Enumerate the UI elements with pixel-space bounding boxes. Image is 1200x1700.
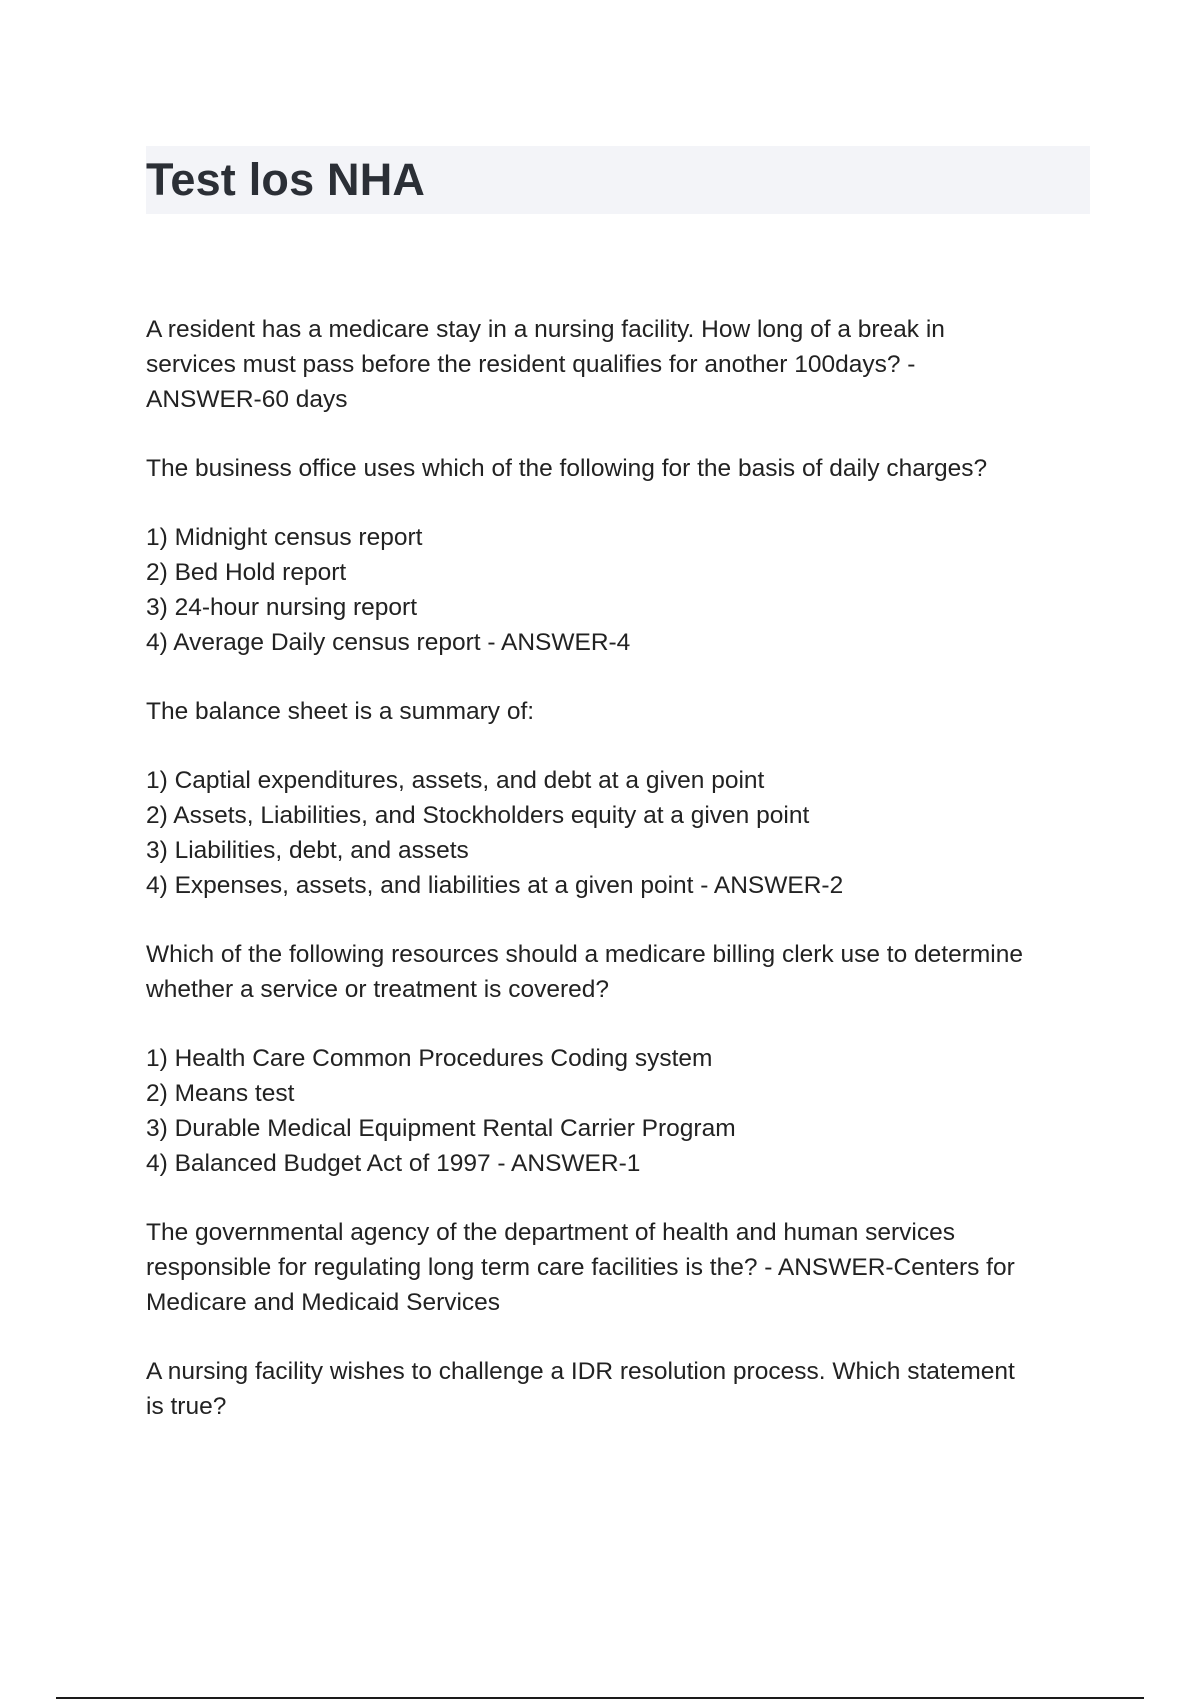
option-item: 2) Assets, Liabilities, and Stockholders equity at a given point bbox=[146, 802, 810, 829]
option-item: 3) Liabilities, debt, and assets bbox=[146, 837, 469, 864]
option-list bbox=[146, 763, 1090, 903]
option-item: 4) Average Daily census report - ANSWER-4 bbox=[146, 629, 631, 656]
question-paragraph: The business office uses which of the following for the basis of daily charges? bbox=[146, 455, 988, 482]
option-item: 3) Durable Medical Equipment Rental Carrier Program bbox=[146, 1115, 736, 1142]
question-paragraph: The governmental agency of the department of health and human services responsible for regulating long term care facilities is the? - ANSWER-Centers for Medicare and Medicaid Services bbox=[146, 1219, 1015, 1316]
option-list bbox=[146, 520, 1090, 660]
title-band bbox=[146, 146, 1090, 214]
option-list bbox=[146, 1041, 1090, 1181]
question-paragraph: A nursing facility wishes to challenge a IDR resolution process. Which statement is true? bbox=[146, 1358, 1015, 1420]
question-paragraph: Which of the following resources should a medicare billing clerk use to determine whether a service or treatment is covered? bbox=[146, 941, 1023, 1003]
option-item: 4) Expenses, assets, and liabilities at a given point - ANSWER-2 bbox=[146, 872, 844, 899]
option-item: 3) 24-hour nursing report bbox=[146, 594, 418, 621]
document-body bbox=[146, 312, 1090, 1458]
footer-divider bbox=[56, 1697, 1144, 1699]
option-item: 4) Balanced Budget Act of 1997 - ANSWER-1 bbox=[146, 1150, 641, 1177]
page-title: Test los NHA bbox=[146, 154, 426, 205]
question-paragraph: A resident has a medicare stay in a nursing facility. How long of a break in services must pass before the resident qualifies for another 100days? - ANSWER-60 days bbox=[146, 316, 945, 413]
option-item: 1) Midnight census report bbox=[146, 524, 423, 551]
option-item: 1) Captial expenditures, assets, and debt at a given point bbox=[146, 767, 765, 794]
option-item: 1) Health Care Common Procedures Coding system bbox=[146, 1045, 713, 1072]
option-item: 2) Bed Hold report bbox=[146, 559, 347, 586]
question-paragraph: The balance sheet is a summary of: bbox=[146, 698, 535, 725]
option-item: 2) Means test bbox=[146, 1080, 295, 1107]
